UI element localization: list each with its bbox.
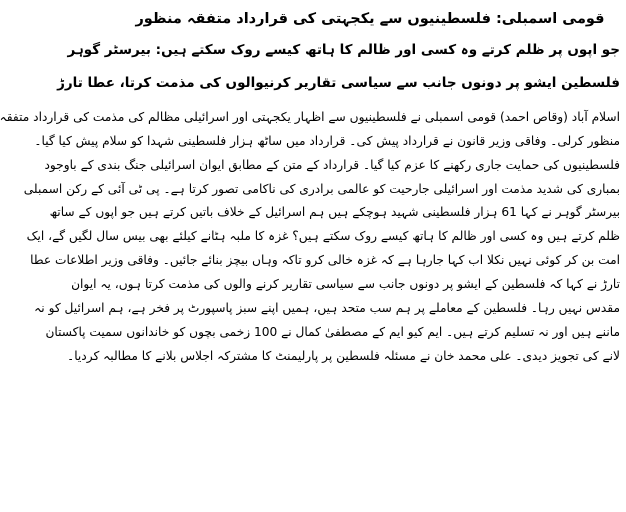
article-line: ماننے ہیں اور نہ تسلیم کرتے ہیں۔ ایم کیو ایم کے مصطفیٰ کمال نے 100 زخمی بچوں کو خاندانوں سمیت پاکستان — [45, 324, 620, 339]
article-line: منظور کرلی۔ وفاقی وزیر قانون نے قرارداد پیش کی۔ قرارداد میں ساٹھ ہزار فلسطینی شہدا کو سلام پیش کیا گیا۔ — [34, 133, 620, 148]
article-line: مقدس نہیں رہا۔ فلسطین کے معاملے پر ہم سب متحد ہیں، ہمیں اپنے سبز پاسپورٹ پر فخر ہے، ہم اسرائیل کو نہ — [34, 301, 620, 315]
main-headline: قومی اسمبلی: فلسطینیوں سے یکجہتی کی قرارداد متفقہ منظور — [135, 11, 605, 27]
article-line: اسلام آباد (وقاص احمد) قومی اسمبلی نے فلسطینیوں سے اظہار یکجہتی اور اسرائیلی مظالم کی مذمت کی قرارداد متفقہ — [0, 109, 620, 124]
article-line: امت بن کر کوئی نہیں نکلا اب کہا جارہا ہے کہ غزہ خالی کرو تاکہ وہاں بیچز بنائے جائیں۔ وفاقی وزیر اطلاعات عطا — [30, 253, 620, 268]
article-body — [0, 106, 620, 369]
article-line: لانے کی تجویز دیدی۔ علی محمد خان نے مسئلہ فلسطین پر پارلیمنٹ کا مشترکہ اجلاس بلانے کا مطالبہ کردیا۔ — [67, 348, 620, 363]
sub-headline-2: فلسطین ایشو پر دونوں جانب سے سیاسی تقاریر کرنیوالوں کی مذمت کرتا، عطا تارڑ — [57, 75, 620, 91]
article-line: بیرسٹر گوہر نے کہا 61 ہزار فلسطینی شہید ہوچکے ہیں ہم اسرائیل کے خلاف باتیں کرتے ہیں جو اپوں کے ساتھ — [49, 205, 620, 220]
article-line: ظلم کرتے ہیں وہ کسی اور ظالم کا ہاتھ کیسے روک سکتے ہیں؟ غزہ کا ملبہ ہٹانے کیلئے بھی بیس سال لگیں گے، ایک — [26, 229, 620, 244]
sub-headline-1: جو اپوں پر ظلم کرتے وہ کسی اور ظالم کا ہاتھ کیسے روک سکتے ہیں: بیرسٹر گوہر — [67, 42, 620, 59]
article-line: تارڑ نے کہا کہ فلسطین کے ایشو پر دونوں جانب سے سیاسی تقاریر کرنے والوں کی مذمت کرتا ہوں، یہ ایوان — [71, 277, 620, 292]
article-line: فلسطینیوں کی حمایت جاری رکھنے کا عزم کیا گیا۔ قرارداد کے متن کے مطابق ایوان اسرائیلی جنگ بندی کے باوجود — [44, 157, 620, 172]
article-line: بمباری کی شدید مذمت اور اسرائیلی جارحیت کو عالمی برادری کی ناکامی تصور کرتا ہے۔ پی ٹی آئی کے رکن اسمبلی — [23, 181, 620, 196]
